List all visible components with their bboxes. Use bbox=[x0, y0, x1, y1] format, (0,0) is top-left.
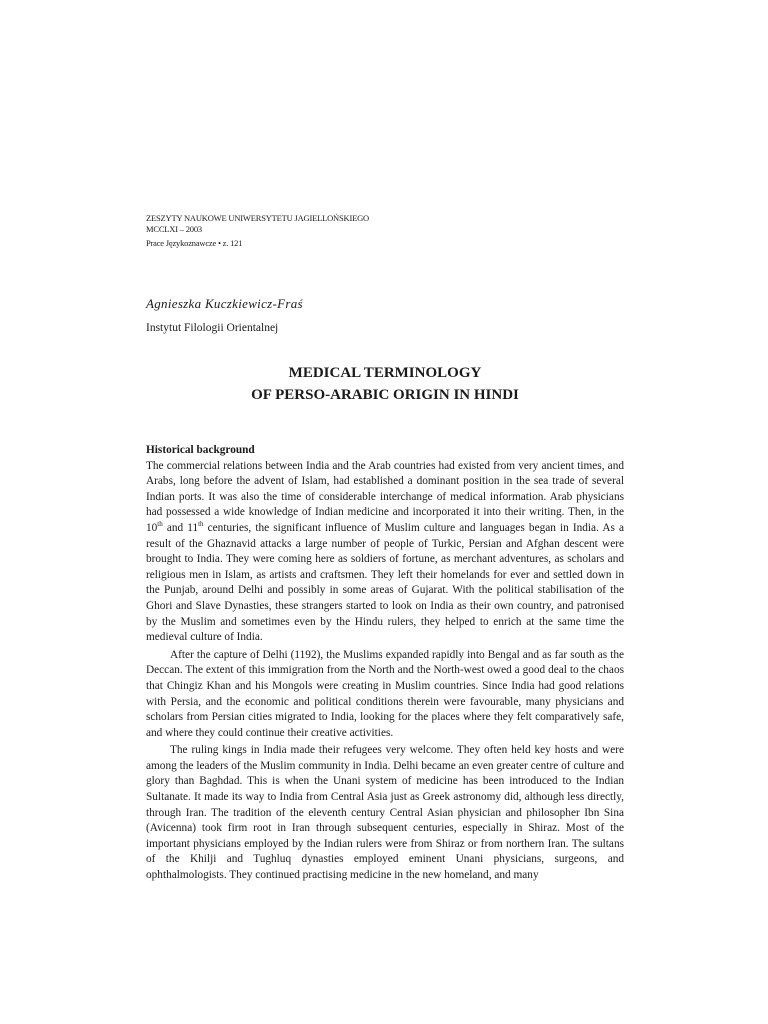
paper-title-line-1: MEDICAL TERMINOLOGY bbox=[288, 365, 482, 381]
journal-series: Prace Językoznawcze • z. 121 bbox=[146, 238, 243, 248]
paper-title bbox=[146, 362, 624, 406]
author-name: Agnieszka Kuczkiewicz-Fraś bbox=[146, 296, 303, 311]
paragraph-1-part-a: The commercial relations between India and the Arab countries had existed from very ancient times, and Arabs, long before the advent of Islam, had established a dominant position in the sea trade of several Indian ports. It was also the time of considerable interchange of medical information. Arab physicians had possessed a wide knowledge of Indian medicine and incorporated it into their writing. Then, in the 10 bbox=[146, 459, 624, 534]
paragraph-1-part-b: and 11 bbox=[162, 521, 199, 534]
section-heading: Historical background bbox=[146, 444, 255, 456]
author-institute: Instytut Filologii Orientalnej bbox=[146, 322, 279, 334]
journal-name: ZESZYTY NAUKOWE UNIWERSYTETU JAGIELLOŃSKIEGO bbox=[146, 213, 369, 223]
paragraph-2: After the capture of Delhi (1192), the Muslims expanded rapidly into Bengal and as far south as the Deccan. The extent of this immigration from the North and the North-west owed a good deal to the chaos that Chingiz Khan and his Mongols were creating in Muslim countries. Since India had good relations with Persia, and the economic and political conditions therein were favourable, many physicians and scholars from Persian cities migrated to India, looking for the places where they felt comparatively safe, and where they could continue their creative activities. bbox=[146, 648, 624, 739]
paragraph-1 bbox=[146, 459, 624, 646]
journal-header bbox=[146, 213, 546, 249]
article-body bbox=[146, 443, 624, 884]
journal-volume: MCCLXI – 2003 bbox=[146, 224, 202, 234]
paragraph-3: The ruling kings in India made their refugees very welcome. They often held key hosts and were among the leaders of the Muslim community in India. Delhi became an even greater centre of culture and glory than Baghdad. This is when the Unani system of medicine has been introduced to the Indian Sultanate. It made its way to India from Central Asia just as Greek astronomy did, although less directly, through Iran. The tradition of the eleventh century Central Asian physician and philosopher Ibn Sina (Avicenna) took firm root in Iran through subsequent centuries, especially in Shiraz. Most of the important physicians employed by the Indian rulers were from Shiraz or from northern Iran. The sultans of the Khilji and Tughluq dynasties employed eminent Unani physicians, surgeons, and ophthalmologists. They continued practising medicine in the new homeland, and many bbox=[146, 744, 624, 882]
superscript-th-1: th bbox=[157, 520, 163, 529]
paper-title-line-2: OF PERSO-ARABIC ORIGIN IN HINDI bbox=[251, 387, 519, 403]
paragraph-1-part-c: centuries, the significant influence of Muslim culture and languages began in India. As a result of the Ghaznavid attacks a large number of people of Turkic, Persian and Afghan descent were brought to India. They were coming here as soldiers of fortune, as merchant adventures, as scholars and religious men in Islam, as artists and craftsmen. They left their homelands for ever and settled down in the Punjab, around Delhi and possibly in some areas of Gujarat. With the political stabilisation of the Ghori and Slave Dynasties, these strangers started to look on India as their own country, and patronised by the Muslim and sometimes even by the Hindu rulers, they helped to enrich at the same time the medieval culture of India. bbox=[146, 521, 624, 644]
superscript-th-2: th bbox=[198, 520, 204, 529]
